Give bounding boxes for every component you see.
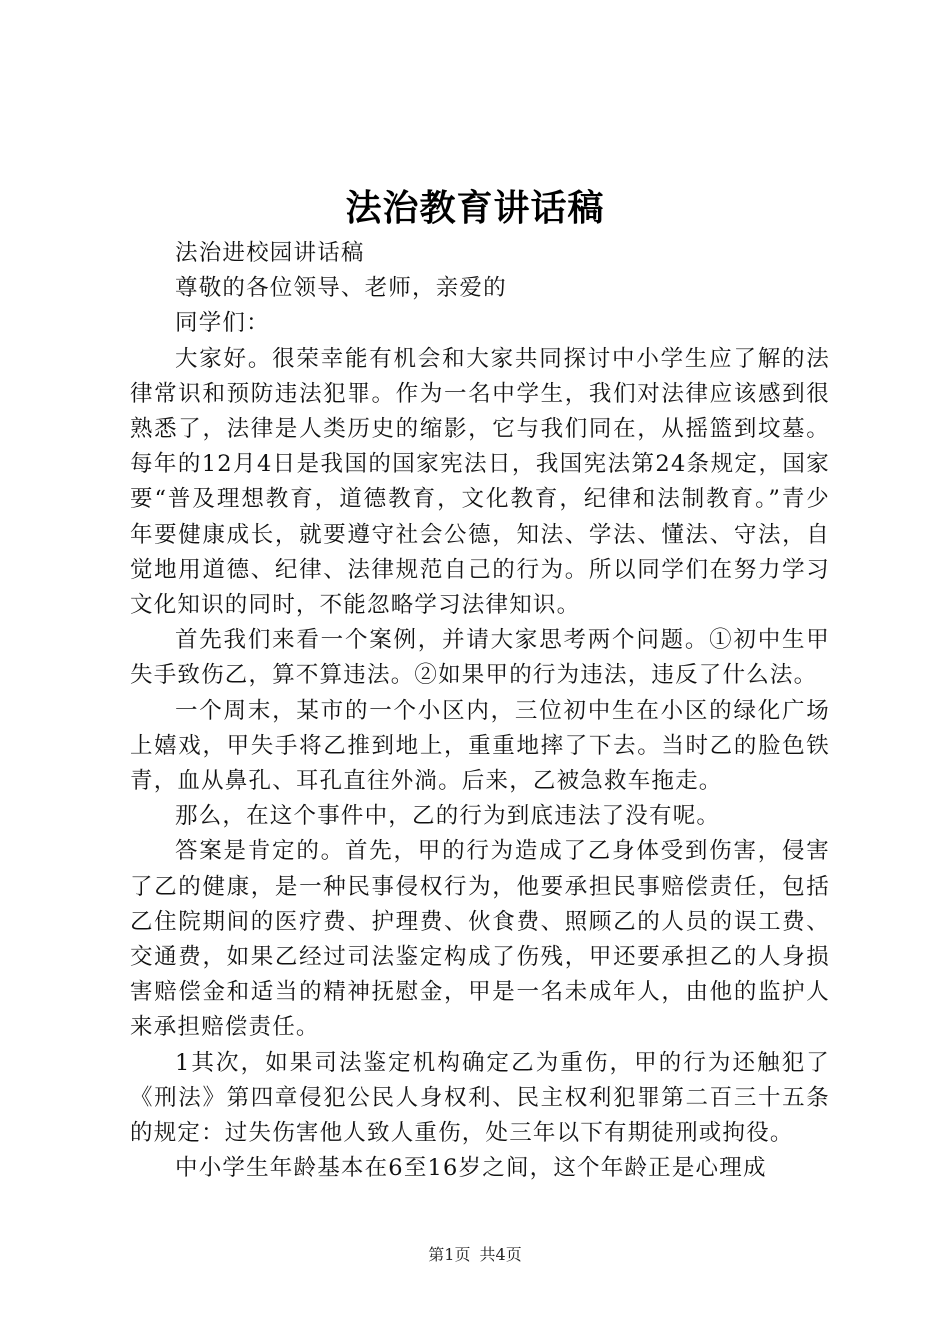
paragraph: 那么，在这个事件中，乙的行为到底违法了没有呢。 [175, 803, 721, 830]
paragraph: 尊敬的各位领导、老师，亲爱的 [175, 275, 507, 302]
paragraph: 首先我们来看一个案例，并请大家思考两个问题。①初中生甲失手致伤乙，算不算违法。②如果甲的行为违法，违反了什么法。 [130, 627, 830, 689]
page-number: 第1页 [428, 1245, 471, 1264]
document-title: 法治教育讲话稿 [345, 187, 605, 229]
paragraph: 法治进校园讲话稿 [175, 240, 365, 266]
paragraph: 答案是肯定的。首先，甲的行为造成了乙身体受到伤害，侵害了乙的健康，是一种民事侵权行为，他要承担民事赔偿责任，包括乙住院期间的医疗费、护理费、伙食费、照顾乙的人员的误工费、交通费，如果乙经过司法鉴定构成了伤残，甲还要承担乙的人身损害赔偿金和适当的精神抚慰金，甲是一名未成年人，由他的监护人来承担赔偿责任。 [130, 838, 830, 1041]
paragraph: 大家好。很荣幸能有机会和大家共同探讨中小学生应了解的法律常识和预防违法犯罪。作为一名中学生，我们对法律应该感到很熟悉了，法律是人类历史的缩影，它与我们同在，从摇篮到坟墓。每年的12月4日是我国的国家宪法日，我国宪法第24条规定，国家要“普及理想教育，道德教育，文化教育，纪律和法制教育。”青少年要健康成长，就要遵守社会公德，知法、学法、懂法、守法，自觉地用道德、纪律、法律规范自己的行为。所以同学们在努力学习文化知识的同时，不能忽略学习法律知识。 [130, 345, 830, 619]
paragraph: 1其次，如果司法鉴定机构确定乙为重伤，甲的行为还触犯了《刑法》第四章侵犯公民人身权利、民主权利犯罪第二百三十五条的规定：过失伤害他人致人重伤，处三年以下有期徒刑或拘役。 [130, 1049, 830, 1147]
document-body [130, 236, 830, 1186]
paragraph: 中小学生年龄基本在6至16岁之间，这个年龄正是心理成 [175, 1155, 767, 1182]
paragraph: 一个周末，某市的一个小区内，三位初中生在小区的绿化广场上嬉戏，甲失手将乙推到地上，重重地摔了下去。当时乙的脸色铁青，血从鼻孔、耳孔直往外淌。后来，乙被急救车拖走。 [130, 697, 830, 795]
paragraph: 同学们： [175, 310, 270, 337]
page-footer [0, 1244, 950, 1266]
page-total: 共4页 [479, 1245, 522, 1264]
